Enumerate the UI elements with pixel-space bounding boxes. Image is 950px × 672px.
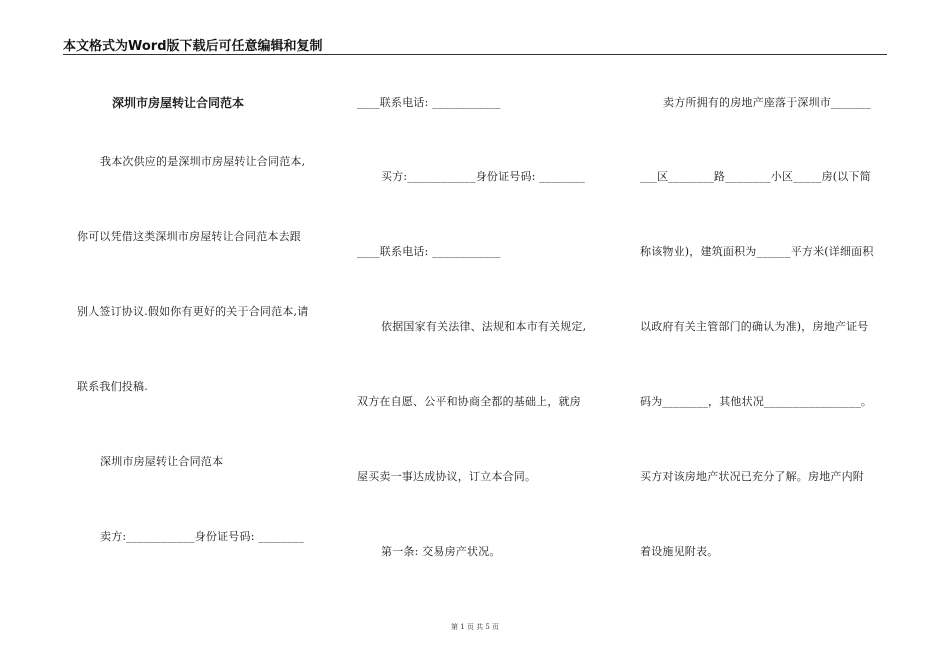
col3-line-2: ___区________路________小区_____房(以下简 (640, 170, 871, 183)
col2-line-3: ____联系电话: ____________ (357, 245, 501, 258)
col1-line-1: 我本次供应的是深圳市房屋转让合同范本, (100, 155, 306, 168)
col1-seller-line: 卖方:____________身份证号码: ________ (100, 530, 304, 543)
col3-line-1: 卖方所拥有的房地产座落于深圳市_______ (663, 96, 871, 109)
col3-line-5: 码为________，其他状况_________________。 (640, 395, 873, 408)
col1-line-2: 你可以凭借这类深圳市房屋转让合同范本去跟 (77, 230, 301, 243)
col2-line-1: ____联系电话: ____________ (357, 96, 501, 109)
document-title: 深圳市房屋转让合同范本 (112, 96, 245, 110)
col3-line-4: 以政府有关主管部门的确认为准)，房地产证号 (640, 320, 869, 333)
col2-article-1: 第一条: 交易房产状况。 (381, 545, 501, 558)
col1-subtitle: 深圳市房屋转让合同范本 (100, 455, 224, 468)
col2-buyer-line: 买方:____________身份证号码: ________ (381, 170, 585, 183)
col2-line-5: 双方在自愿、公平和协商全都的基础上，就房 (357, 395, 581, 408)
col2-line-6: 屋买卖一事达成协议，订立本合同。 (357, 470, 537, 483)
col3-line-3: 称该物业)，建筑面积为______平方米(详细面积 (640, 245, 874, 258)
col1-line-4: 联系我们投稿. (77, 380, 148, 393)
page-footer: 第 1 页 共 5 页 (450, 623, 500, 631)
header-title: 本文格式为Word版下载后可任意编辑和复制 (63, 39, 323, 54)
header-bar (63, 34, 887, 55)
col1-line-3: 别人签订协议.假如你有更好的关于合同范本,请 (77, 305, 309, 318)
col3-line-7: 着设施见附表。 (640, 545, 719, 558)
col3-line-6: 买方对该房地产状况已充分了解。房地产内附 (640, 470, 864, 483)
col2-line-4: 依据国家有关法律、法规和本市有关规定, (381, 320, 587, 333)
